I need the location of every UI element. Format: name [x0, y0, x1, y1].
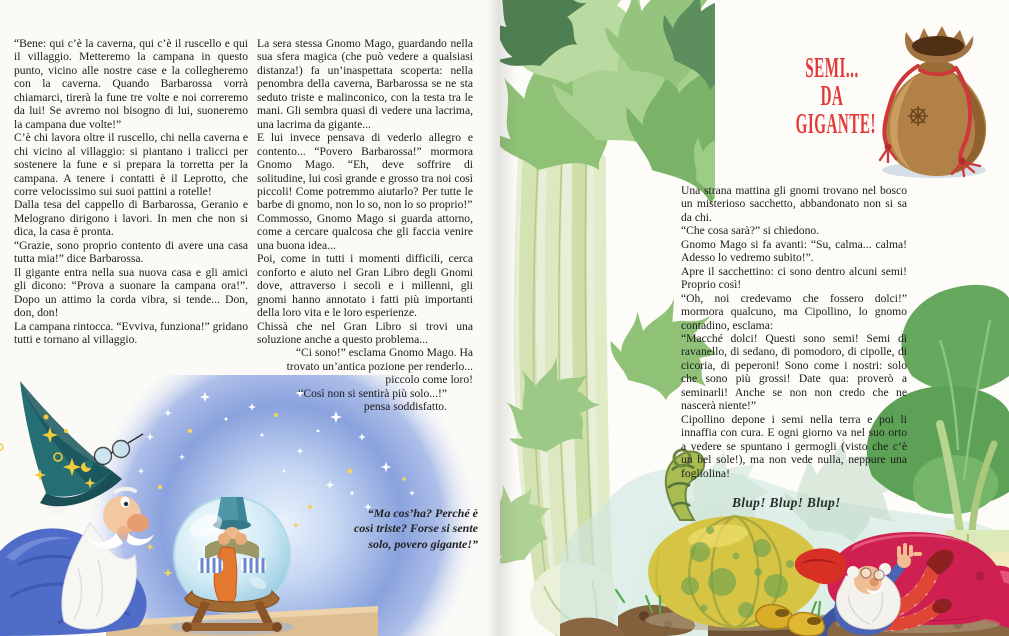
paragraph-inset: “Ci sono!” esclama Gnomo Mago. Ha trovato un’antica pozione per renderlo... piccolo come loro!	[286, 346, 473, 387]
paragraph: Una strana mattina gli gnomi trovano nel bosco un misterioso sacchetto, abbandonato non si sa da chi.	[681, 184, 907, 224]
paragraph: “Che cosa sarà?” si chiedono.	[681, 224, 820, 238]
title-line: GIGANTE!	[795, 108, 877, 140]
paragraph-inset: “Così non si sentirà più solo...!” pensa soddisfatto.	[298, 386, 447, 414]
sack-star-symbol	[908, 106, 928, 126]
paragraph: C’è chi lavora oltre il ruscello, chi nella caverna e chi vicino al villaggio: si piantano i tralicci per sostenere la fune e si prepara la torretta per la campana. A tenere i contatti è il Leprotto, che corre velocissimo sui suoi pattini a rotelle!	[14, 131, 248, 198]
wizard-nose	[127, 514, 149, 532]
paragraph: Dalla tesa del cappello di Barbarossa, Geranio e Melograno dirigono i lavori. In men che non si dica, la casa è pronta.	[14, 198, 248, 239]
page-gutter	[487, 0, 517, 636]
title-line: SEMI...	[805, 52, 859, 84]
paragraph: Cipollino depone i semi nella terra e poi li innaffia con cura. E ogni giorno va nel suo orto a vedere se spuntano i germogli (visto che c’è un bel sole!), ma non vede nulla, neppure una fogliolina!	[681, 412, 907, 480]
paragraph: E lui invece pensava di vederlo allegro e contento... “Povero Barbarossa!” mormora Gnomo Mago. “Eh, deve soffrire di solitudine, lui così grande e grosso tra noi così piccoli! Come potremmo aiutarlo? Per tutte le barbe di gnomo, non lo so, non lo so proprio!”	[257, 131, 473, 212]
paragraph: La campana rintocca. “Evviva, funziona!” gridano tutti e tornano al villaggio.	[14, 319, 249, 346]
paragraph: “Bene: qui c’è la caverna, qui c’è il ruscello e qui il villaggio. Metteremo la campana in questo punto, vicino alle nostre case e la collegheremo con la caverna. Quando Barbarossa vorrà chiamarci, tirerà la fune tre volte e noi correremo da lui! Se avremo noi bisogno di lui, suoneremo la campana due volte!”	[14, 37, 248, 131]
paragraph: Chissà che nel Gran Libro si trovi una soluzione anche a questo problema...	[257, 319, 473, 346]
sound-caption: Blup! Blup! Blup!	[732, 495, 841, 510]
left-column-1	[14, 37, 248, 346]
paragraph: “Macché dolci! Questi sono semi! Semi di ravanello, di sedano, di pomodoro, di cipolle, di cicoria, di peperoni! Sono come i nostri: solo che sono più grossi! Date qua: proverò a seminarli! Anche se non non credo che ne nascerà niente!”	[681, 331, 907, 413]
paragraph: Commosso, Gnomo Mago si guarda attorno, come a cercare qualcosa che gli faccia venire una buona idea...	[257, 211, 473, 252]
left-column-2	[257, 37, 473, 414]
paragraph: La sera stessa Gnomo Mago, guardando nella sua sfera magica (che può vedere a qualsiasi distanza!) fa un’inaspettata scoperta: nella penombra della caverna, Barbarossa se ne sta seduto triste e malinconico, con la testa tra le mani. Gli sembra quasi di vedere una lacrima, una lacrima da gigante...	[257, 37, 473, 131]
thought-caption: “Ma cos’ha? Perché è così triste? Forse si sente solo, povero gigante!”	[353, 506, 478, 551]
left-page	[0, 0, 490, 636]
illustration-seed-sack	[866, 16, 1006, 184]
paragraph: Poi, come in tutti i momenti difficili, cerca conforto e aiuto nel Gran Libro degli Gnomi dove, attraverso i secoli e i millenni, gli gnomi hanno annotato i fatti più importanti della loro vita e le loro esperienze.	[257, 252, 473, 320]
paragraph: “Oh, noi credevamo che fossero dolci!” mormora qualcuno, ma Cipollino, lo gnomo contadino, esclama:	[681, 291, 907, 332]
chapter-title	[795, 52, 877, 140]
paragraph: Gnomo Mago si fa avanti: “Su, calma... calma! Adesso lo vedremo subito!”.	[681, 237, 907, 265]
title-line: DA	[820, 80, 844, 112]
paragraph: Il gigante entra nella sua nuova casa e gli amici gli dicono: “Prova a suonare la campana ora!”. Dopo un attimo la corda vibra, si tende... Don, don, don!	[14, 265, 248, 320]
right-page	[510, 0, 1009, 636]
paragraph: Apre il sacchettino: ci sono dentro alcuni semi! Proprio così!	[681, 264, 907, 292]
paragraph: “Grazie, sono proprio contento di avere una casa tutta mia!” dice Barbarossa.	[14, 238, 248, 266]
right-column	[681, 184, 907, 480]
